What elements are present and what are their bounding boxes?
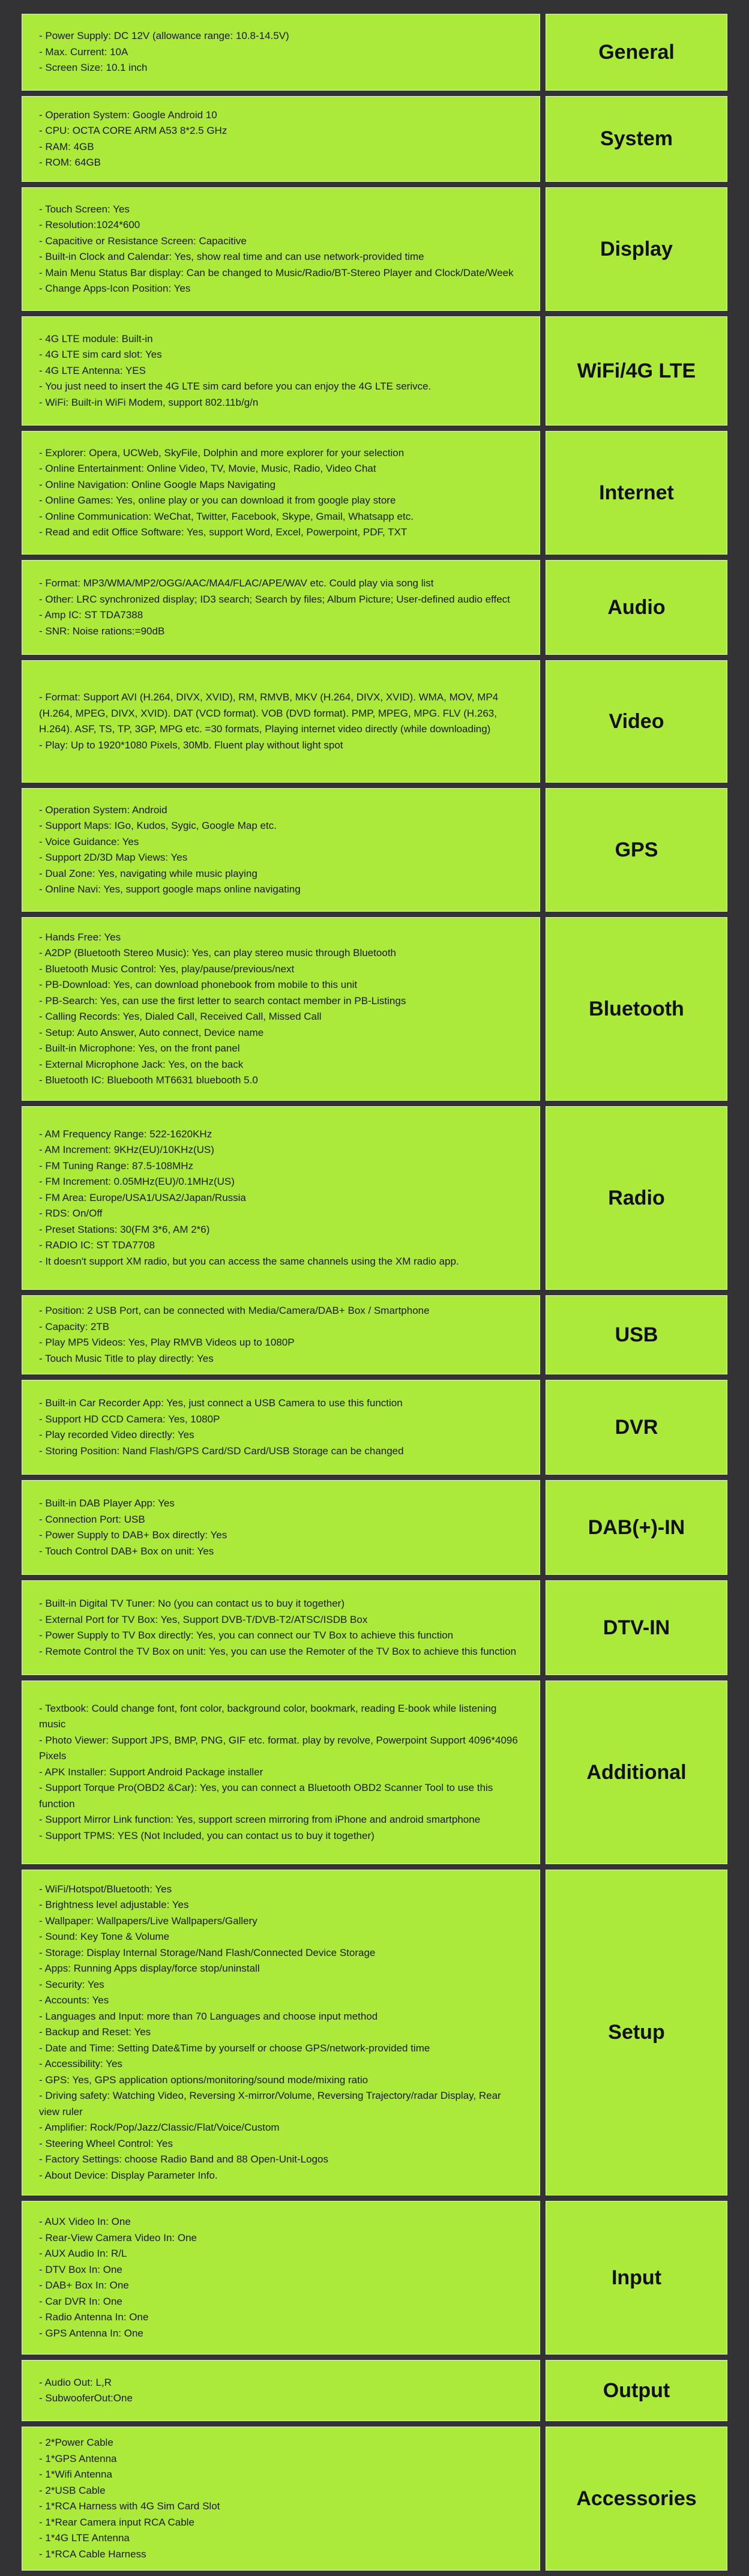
spec-item: - Amplifier: Rock/Pop/Jazz/Classic/Flat/Voice/Custom: [39, 2122, 280, 2134]
spec-item: - FM Increment: 0.05MHz(EU)/0.1MHz(US): [39, 1176, 235, 1188]
category-title: Additional: [546, 1681, 727, 1864]
spec-item: - 2*USB Cable: [39, 2484, 106, 2496]
spec-item: - Support Mirror Link function: Yes, support screen mirroring from iPhone and android smartphone: [39, 1814, 481, 1826]
spec-item: - Operation System: Google Android 10: [39, 109, 217, 121]
spec-item: - PB-Download: Yes, can download phonebook from mobile to this unit: [39, 979, 358, 990]
spec-item: - Storage: Display Internal Storage/Nand Flash/Connected Device Storage: [39, 1946, 376, 1958]
spec-item: - Change Apps-Icon Position: Yes: [39, 283, 191, 294]
category-title: General: [546, 14, 727, 91]
spec-row-dab-in: [22, 1480, 727, 1575]
spec-row-dtv-in: [22, 1580, 727, 1675]
spec-item: - 2*Power Cable: [39, 2437, 113, 2448]
spec-item: - Voice Guidance: Yes: [39, 835, 139, 847]
spec-row-additional: [22, 1681, 727, 1864]
spec-item: - DAB+ Box In: One: [39, 2280, 129, 2291]
spec-item: - Car DVR In: One: [39, 2295, 122, 2307]
spec-item: - Accounts: Yes: [39, 1994, 109, 2006]
spec-item: - About Device: Display Parameter Info.: [39, 2169, 218, 2181]
spec-row-bluetooth: [22, 917, 727, 1101]
spec-item: - GPS: Yes, GPS application options/monitoring/sound mode/mixing ratio: [39, 2074, 368, 2086]
spec-item: - Explorer: Opera, UCWeb, SkyFile, Dolphin and more explorer for your selection: [39, 447, 405, 459]
spec-item: - AM Frequency Range: 522-1620KHz: [39, 1128, 212, 1140]
spec-row-internet: [22, 431, 727, 555]
spec-item: - Accessibility: Yes: [39, 2058, 122, 2070]
spec-item: - Play MP5 Videos: Yes, Play RMVB Videos up to 1080P: [39, 1337, 295, 1348]
spec-item: - Main Menu Status Bar display: Can be changed to Music/Radio/BT-Stereo Player and Clock/Date/Week: [39, 266, 514, 278]
category-title: DTV-IN: [546, 1580, 727, 1675]
spec-item: - FM Area: Europe/USA1/USA2/Japan/Russia: [39, 1191, 246, 1203]
spec-list: [22, 187, 540, 311]
spec-item: - AM Increment: 9KHz(EU)/10KHz(US): [39, 1144, 214, 1156]
spec-item: - APK Installer: Support Android Package installer: [39, 1766, 263, 1778]
spec-item: - Textbook: Could change font, font color, background color, bookmark, reading E-book while listening music: [39, 1702, 497, 1730]
spec-item: - Touch Control DAB+ Box on unit: Yes: [39, 1545, 214, 1557]
spec-item: - Setup: Auto Answer, Auto connect, Device name: [39, 1026, 264, 1038]
spec-item: - RDS: On/Off: [39, 1208, 103, 1220]
category-title: DVR: [546, 1380, 727, 1475]
category-title: WiFi/4G LTE: [546, 316, 727, 426]
spec-item: - 1*Rear Camera input RCA Cable: [39, 2516, 194, 2528]
spec-item: - ROM: 64GB: [39, 157, 101, 168]
spec-item: - Amp IC: ST TDA7388: [39, 609, 143, 621]
spec-row-output: [22, 2360, 727, 2421]
spec-item: - Online Communication: WeChat, Twitter, Facebook, Skype, Gmail, Whatsapp etc.: [39, 510, 414, 522]
spec-item: - AUX Audio In: R/L: [39, 2248, 127, 2259]
spec-item: - Touch Screen: Yes: [39, 203, 130, 215]
spec-item: - Built-in Microphone: Yes, on the front panel: [39, 1043, 240, 1054]
spec-item: - WiFi: Built-in WiFi Modem, support 802.11b/g/n: [39, 396, 259, 408]
spec-item: - Remote Control the TV Box on unit: Yes, you can use the Remoter of the TV Box to achieve this function: [39, 1645, 517, 1657]
spec-row-audio: [22, 560, 727, 655]
spec-item: - Operation System: Android: [39, 804, 167, 816]
spec-row-system: [22, 96, 727, 182]
spec-item: - DTV Box In: One: [39, 2263, 122, 2275]
spec-item: - A2DP (Bluetooth Stereo Music): Yes, can play stereo music through Bluetooth: [39, 947, 397, 958]
spec-item: - Power Supply to TV Box directly: Yes, you can connect our TV Box to achieve this function: [39, 1630, 454, 1641]
spec-item: - Steering Wheel Control: Yes: [39, 2137, 173, 2149]
spec-item: - Bluetooth IC: Bluebooth MT6631 bluebooth 5.0: [39, 1074, 258, 1086]
spec-list: [22, 917, 540, 1101]
spec-item: - Format: Support AVI (H.264, DIVX, XVID), RM, RMVB, MKV (H.264, DIVX, XVID). WMA, MOV, MP4 (H.264, MPEG, DIVX, XVID). DAT (VCD format). VOB (DVD format). PMP, MPEG, MPG. FLV (H.263, H.264). ASF, TS, TP, 3GP, MPG etc. =30 formats, Playing internet video directly (while downloading): [39, 691, 499, 735]
spec-item: - Other: LRC synchronized display; ID3 search; Search by files; Album Picture; User-defined audio effect: [39, 593, 510, 605]
category-title: Display: [546, 187, 727, 311]
category-title: Input: [546, 2201, 727, 2355]
category-title: Accessories: [546, 2427, 727, 2571]
spec-list: [22, 1580, 540, 1675]
spec-item: - Factory Settings: choose Radio Band and 88 Open-Unit-Logos: [39, 2153, 328, 2165]
spec-item: - Photo Viewer: Support JPS, BMP, PNG, GIF etc. format. play by revolve, Powerpoint Support 4096*4096 Pixels: [39, 1734, 518, 1762]
spec-item: - SubwooferOut:One: [39, 2392, 133, 2404]
spec-sheet: [22, 14, 727, 2576]
spec-item: - Online Navi: Yes, support google maps online navigating: [39, 883, 301, 895]
spec-list: [22, 660, 540, 783]
spec-item: - Max. Current: 10A: [39, 46, 128, 58]
spec-row-radio: [22, 1106, 727, 1290]
spec-item: - 4G LTE Antenna: YES: [39, 364, 146, 376]
category-title: System: [546, 96, 727, 182]
spec-list: [22, 2201, 540, 2355]
category-title: Internet: [546, 431, 727, 555]
spec-item: - Power Supply to DAB+ Box directly: Yes: [39, 1529, 227, 1541]
spec-item: - AUX Video In: One: [39, 2216, 131, 2227]
spec-list: [22, 2360, 540, 2421]
spec-item: - Built-in Digital TV Tuner: No (you can contact us to buy it together): [39, 1598, 344, 1609]
category-title: Bluetooth: [546, 917, 727, 1101]
spec-item: - Power Supply: DC 12V (allowance range: 10.8-14.5V): [39, 30, 289, 42]
spec-row-gps: [22, 788, 727, 912]
category-title: Setup: [546, 1870, 727, 2195]
spec-item: - FM Tuning Range: 87.5-108MHz: [39, 1160, 194, 1172]
spec-item: - Apps: Running Apps display/force stop/uninstall: [39, 1963, 260, 1975]
spec-row-accessories: [22, 2427, 727, 2571]
spec-item: - Resolution:1024*600: [39, 219, 140, 230]
category-title: Video: [546, 660, 727, 783]
spec-row-video: [22, 660, 727, 783]
spec-item: - SNR: Noise rations:=90dB: [39, 625, 165, 637]
spec-item: - Support TPMS: YES (Not Included, you can contact us to buy it together): [39, 1829, 374, 1841]
category-title: Radio: [546, 1106, 727, 1290]
spec-item: - You just need to insert the 4G LTE sim card before you can enjoy the 4G LTE serivce.: [39, 381, 432, 393]
spec-list: [22, 431, 540, 555]
spec-item: - Read and edit Office Software: Yes, support Word, Excel, Powerpoint, PDF, TXT: [39, 526, 408, 538]
spec-item: - 4G LTE module: Built-in: [39, 333, 153, 345]
category-title: Audio: [546, 560, 727, 655]
spec-item: - Radio Antenna In: One: [39, 2311, 149, 2323]
spec-item: - Date and Time: Setting Date&Time by yourself or choose GPS/network-provided time: [39, 2042, 430, 2054]
spec-item: - Languages and Input: more than 70 Languages and choose input method: [39, 2010, 378, 2022]
spec-item: - Support 2D/3D Map Views: Yes: [39, 852, 188, 863]
spec-item: - Touch Music Title to play directly: Yes: [39, 1352, 214, 1364]
spec-item: - Driving safety: Watching Video, Reversing X-mirror/Volume, Reversing Trajectory/radar Display, Rear view ruler: [39, 2090, 501, 2117]
spec-list: [22, 2427, 540, 2571]
spec-item: - Rear-View Camera Video In: One: [39, 2231, 197, 2243]
spec-list: [22, 1295, 540, 1374]
spec-item: - Preset Stations: 30(FM 3*6, AM 2*6): [39, 1223, 210, 1235]
spec-item: - Capacitive or Resistance Screen: Capacitive: [39, 235, 247, 247]
spec-item: - Brightness level adjustable: Yes: [39, 1899, 189, 1911]
spec-item: - PB-Search: Yes, can use the first letter to search contact member in PB-Listings: [39, 995, 406, 1007]
spec-item: - Built-in Clock and Calendar: Yes, show real time and can use network-provided time: [39, 251, 424, 262]
spec-item: - CPU: OCTA CORE ARM A53 8*2.5 GHz: [39, 125, 227, 136]
spec-item: - RAM: 4GB: [39, 140, 94, 152]
spec-item: - Position: 2 USB Port, can be connected with Media/Camera/DAB+ Box / Smartphone: [39, 1305, 430, 1316]
spec-item: - Built-in DAB Player App: Yes: [39, 1497, 175, 1509]
spec-item: - 1*RCA Harness with 4G Sim Card Slot: [39, 2500, 220, 2512]
spec-list: [22, 1380, 540, 1475]
spec-item: - Sound: Key Tone & Volume: [39, 1931, 170, 1943]
spec-item: - Support HD CCD Camera: Yes, 1080P: [39, 1413, 220, 1425]
spec-item: - Wallpaper: Wallpapers/Live Wallpapers/Gallery: [39, 1915, 257, 1927]
spec-item: - Online Navigation: Online Google Maps Navigating: [39, 478, 276, 490]
spec-item: - 1*RCA Cable Harness: [39, 2548, 146, 2560]
spec-item: - Support Maps: IGo, Kudos, Sygic, Google Map etc.: [39, 820, 277, 831]
spec-row-input: [22, 2201, 727, 2355]
category-title: Output: [546, 2360, 727, 2421]
spec-list: [22, 1870, 540, 2195]
spec-item: - Connection Port: USB: [39, 1513, 145, 1525]
spec-list: [22, 14, 540, 91]
spec-item: - Storing Position: Nand Flash/GPS Card/SD Card/USB Storage can be changed: [39, 1445, 404, 1457]
category-title: USB: [546, 1295, 727, 1374]
spec-item: - 1*Wifi Antenna: [39, 2469, 112, 2480]
spec-item: - Backup and Reset: Yes: [39, 2026, 151, 2038]
spec-item: - Hands Free: Yes: [39, 931, 121, 943]
spec-item: - Play recorded Video directly: Yes: [39, 1429, 194, 1440]
spec-list: [22, 788, 540, 912]
spec-item: - Built-in Car Recorder App: Yes, just connect a USB Camera to use this function: [39, 1397, 403, 1409]
spec-item: - Support Torque Pro(OBD2 &Car): Yes, you can connect a Bluetooth OBD2 Scanner Tool to use this function: [39, 1782, 493, 1810]
spec-item: - It doesn't support XM radio, but you can access the same channels using the XM radio app.: [39, 1255, 459, 1267]
spec-item: - Dual Zone: Yes, navigating while music playing: [39, 867, 257, 879]
spec-item: - 1*4G LTE Antenna: [39, 2532, 130, 2544]
spec-item: - External Port for TV Box: Yes, Support DVB-T/DVB-T2/ATSC/ISDB Box: [39, 1613, 368, 1625]
spec-item: - WiFi/Hotspot/Bluetooth: Yes: [39, 1883, 172, 1895]
spec-item: - 1*GPS Antenna: [39, 2452, 117, 2464]
spec-item: - External Microphone Jack: Yes, on the back: [39, 1058, 244, 1070]
spec-item: - Online Games: Yes, online play or you can download it from google play store: [39, 495, 396, 506]
spec-item: - Online Entertainment: Online Video, TV, Movie, Music, Radio, Video Chat: [39, 463, 376, 474]
spec-row-wifi-4g-lte: [22, 316, 727, 426]
spec-item: - GPS Antenna In: One: [39, 2327, 143, 2339]
category-title: DAB(+)-IN: [546, 1480, 727, 1575]
spec-row-general: [22, 14, 727, 91]
spec-row-display: [22, 187, 727, 311]
spec-list: [22, 560, 540, 655]
spec-item: - 4G LTE sim card slot: Yes: [39, 349, 162, 361]
spec-item: - Format: MP3/WMA/MP2/OGG/AAC/MA4/FLAC/APE/WAV etc. Could play via song list: [39, 577, 434, 589]
spec-item: - Capacity: 2TB: [39, 1320, 110, 1332]
spec-item: - Security: Yes: [39, 1978, 104, 1990]
spec-row-setup: [22, 1870, 727, 2195]
spec-row-usb: [22, 1295, 727, 1374]
spec-row-dvr: [22, 1380, 727, 1475]
category-title: GPS: [546, 788, 727, 912]
spec-item: - Bluetooth Music Control: Yes, play/pause/previous/next: [39, 963, 295, 975]
spec-list: [22, 1106, 540, 1290]
spec-list: [22, 316, 540, 426]
spec-item: - Audio Out: L,R: [39, 2376, 112, 2388]
spec-item: - Screen Size: 10.1 inch: [39, 62, 148, 74]
spec-item: - Calling Records: Yes, Dialed Call, Received Call, Missed Call: [39, 1011, 322, 1022]
spec-item: - RADIO IC: ST TDA7708: [39, 1239, 155, 1251]
spec-list: [22, 96, 540, 182]
spec-list: [22, 1480, 540, 1575]
spec-list: [22, 1681, 540, 1864]
spec-item: - Play: Up to 1920*1080 Pixels, 30Mb. Fluent play without light spot: [39, 739, 343, 751]
